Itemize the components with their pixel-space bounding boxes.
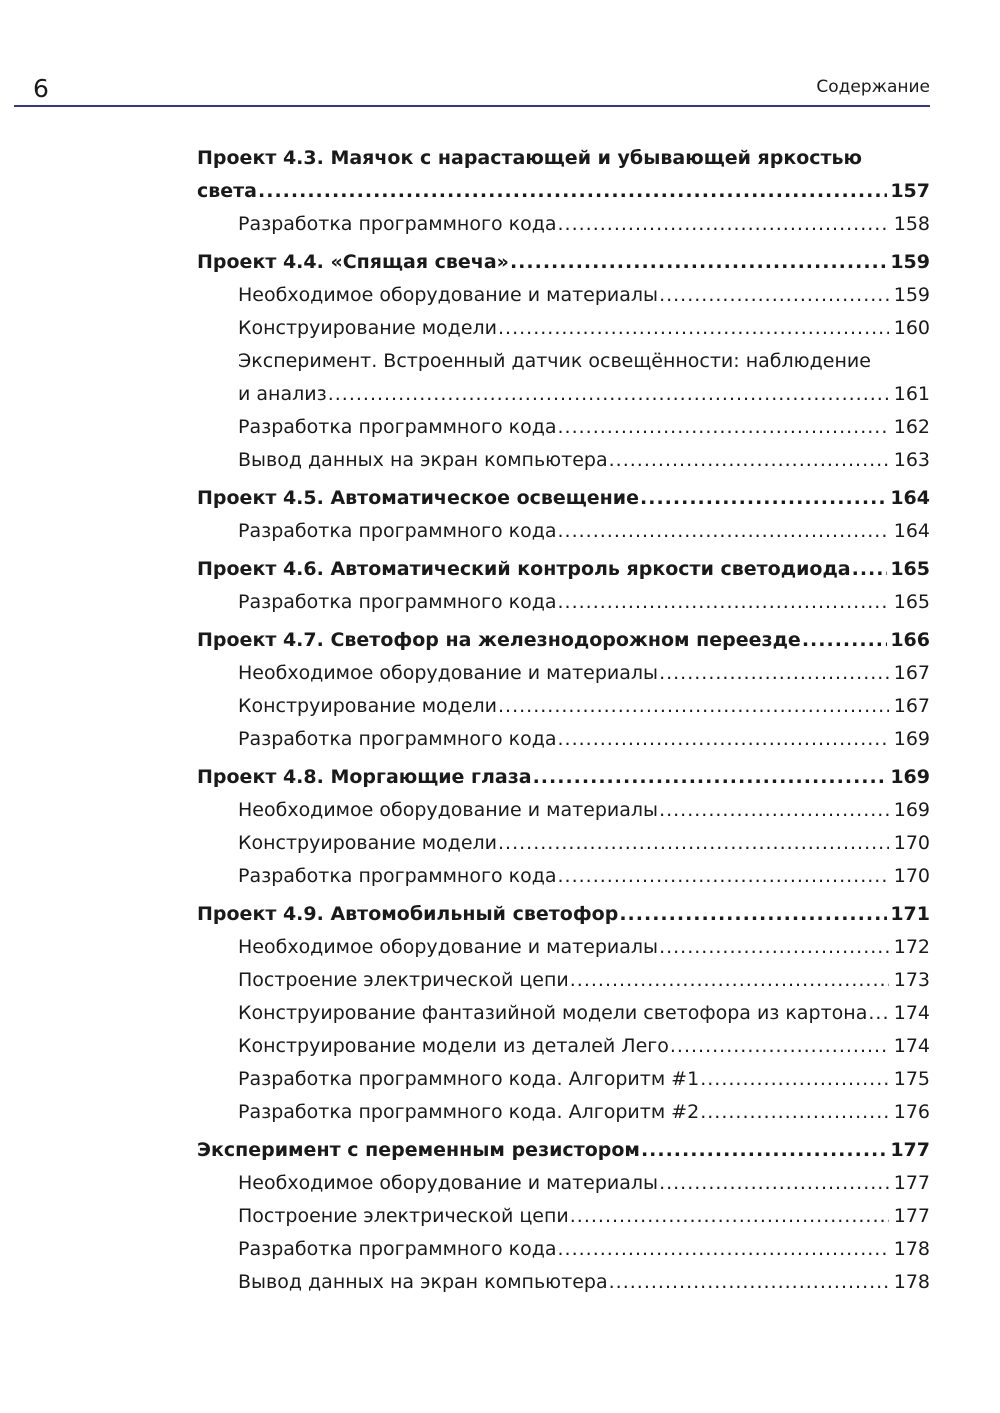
toc-entry-title: Вывод данных на экран компьютера <box>238 1271 608 1293</box>
toc-leader-dots <box>852 553 887 586</box>
toc-entry-title: Необходимое оборудование и материалы <box>238 799 659 821</box>
toc-section-entry[interactable] <box>197 827 930 860</box>
toc-page-number: 173 <box>893 969 930 991</box>
toc-entry-title: Разработка программного кода <box>238 213 557 235</box>
toc-section-entry[interactable] <box>197 860 930 893</box>
toc-page-number: 170 <box>893 832 930 854</box>
toc-page-number: 165 <box>890 558 930 580</box>
toc-leader-dots <box>498 827 889 860</box>
toc-entry-title: Проект 4.4. «Спящая свеча» <box>197 251 509 273</box>
toc-section-entry[interactable] <box>197 1266 930 1299</box>
toc-entry-title: Проект 4.6. Автоматический контроль яркости светодиода <box>197 558 851 580</box>
toc-page-number: 163 <box>893 449 930 471</box>
toc-page-number: 160 <box>893 317 930 339</box>
toc-entry-title: света <box>197 180 258 202</box>
toc-leader-dots <box>498 690 889 723</box>
toc-page-number: 164 <box>890 487 930 509</box>
toc-section-entry[interactable] <box>197 208 930 241</box>
toc-page-number: 165 <box>893 591 930 613</box>
toc-chapter-entry[interactable] <box>197 761 930 794</box>
toc-leader-dots <box>570 1200 889 1233</box>
toc-section-entry[interactable] <box>197 1063 930 1096</box>
toc-section-entry[interactable] <box>197 411 930 444</box>
toc-section-entry[interactable] <box>197 1030 930 1063</box>
toc-entry-title: Проект 4.5. Автоматическое освещение <box>197 487 640 509</box>
toc-entry-title: Разработка программного кода <box>238 520 557 542</box>
toc-page-number: 167 <box>893 662 930 684</box>
toc-entry-title: Проект 4.7. Светофор на железнодорожном переезде <box>197 629 801 651</box>
toc-leader-dots <box>659 931 889 964</box>
toc-page-number: 161 <box>893 383 930 405</box>
toc-leader-dots <box>802 624 887 657</box>
toc-entry-title: Конструирование модели из деталей Лего <box>238 1035 669 1057</box>
toc-section-entry[interactable] <box>197 1167 930 1200</box>
toc-page-number: 166 <box>890 629 930 651</box>
header-rule <box>14 105 930 107</box>
toc-chapter-entry[interactable] <box>197 624 930 657</box>
toc-section-entry[interactable] <box>197 723 930 756</box>
toc-page-number: 162 <box>893 416 930 438</box>
toc-entry-title: Разработка программного кода. Алгоритм #2 <box>238 1101 700 1123</box>
toc-entry-title: и анализ <box>238 383 327 405</box>
toc-page-number: 171 <box>890 903 930 925</box>
toc-page-number: 167 <box>893 695 930 717</box>
toc-leader-dots <box>498 312 889 345</box>
toc-page-number: 159 <box>890 251 930 273</box>
running-title: Содержание <box>816 77 930 97</box>
toc-section-entry[interactable] <box>197 690 930 723</box>
toc-leader-dots <box>533 761 887 794</box>
toc-entry-title: Разработка программного кода <box>238 865 557 887</box>
table-of-contents <box>197 142 930 1299</box>
toc-entry-title: Конструирование модели <box>238 832 498 854</box>
toc-chapter-entry[interactable] <box>197 482 930 515</box>
toc-leader-dots <box>659 1167 889 1200</box>
toc-chapter-entry[interactable] <box>197 898 930 931</box>
toc-entry-title: Разработка программного кода <box>238 728 557 750</box>
toc-page-number: 178 <box>893 1271 930 1293</box>
toc-leader-dots <box>558 411 889 444</box>
toc-chapter-entry[interactable] <box>197 246 930 279</box>
toc-leader-dots <box>570 964 889 997</box>
toc-section-entry[interactable] <box>197 312 930 345</box>
toc-section-entry[interactable] <box>197 1200 930 1233</box>
toc-section-entry[interactable] <box>197 378 930 411</box>
toc-page-number: 177 <box>893 1205 930 1227</box>
toc-page-number: 175 <box>893 1068 930 1090</box>
toc-page-number: 170 <box>893 865 930 887</box>
toc-leader-dots <box>700 1063 889 1096</box>
toc-leader-dots <box>619 898 887 931</box>
toc-section-entry[interactable] <box>197 444 930 477</box>
toc-page-number: 172 <box>893 936 930 958</box>
toc-section-entry[interactable] <box>197 586 930 619</box>
toc-leader-dots <box>868 997 889 1030</box>
toc-leader-dots <box>659 794 889 827</box>
toc-page-number: 177 <box>893 1172 930 1194</box>
toc-section-entry[interactable] <box>197 279 930 312</box>
toc-entry-title: Проект 4.8. Моргающие глаза <box>197 766 532 788</box>
toc-page-number: 178 <box>893 1238 930 1260</box>
toc-section-entry[interactable] <box>197 515 930 548</box>
toc-page-number: 169 <box>890 766 930 788</box>
toc-leader-dots <box>558 586 889 619</box>
toc-page-number: 158 <box>893 213 930 235</box>
toc-leader-dots <box>510 246 887 279</box>
toc-section-entry[interactable] <box>197 931 930 964</box>
toc-section-entry[interactable] <box>197 657 930 690</box>
toc-entry-title: Построение электрической цепи <box>238 969 569 991</box>
toc-page-number: 177 <box>890 1139 930 1161</box>
toc-page-number: 169 <box>893 799 930 821</box>
toc-section-entry[interactable] <box>197 1096 930 1129</box>
toc-page-number: 164 <box>893 520 930 542</box>
toc-entry-title: Проект 4.9. Автомобильный светофор <box>197 903 619 925</box>
toc-leader-dots <box>670 1030 889 1063</box>
toc-entry-title: Эксперимент с переменным резистором <box>197 1139 640 1161</box>
toc-entry-title: Необходимое оборудование и материалы <box>238 936 659 958</box>
toc-entry-title: Вывод данных на экран компьютера <box>238 449 608 471</box>
toc-leader-dots <box>659 279 889 312</box>
toc-page-number: 157 <box>890 180 930 202</box>
toc-leader-dots <box>609 444 889 477</box>
toc-section-title-line: Эксперимент. Встроенный датчик освещённости: наблюдение <box>238 350 871 372</box>
toc-entry-title: Конструирование модели <box>238 695 498 717</box>
toc-entry-title: Необходимое оборудование и материалы <box>238 1172 659 1194</box>
toc-leader-dots <box>700 1096 889 1129</box>
toc-chapter-entry[interactable] <box>197 553 930 586</box>
toc-leader-dots <box>558 208 889 241</box>
toc-page-number: 176 <box>893 1101 930 1123</box>
toc-section-entry[interactable] <box>197 964 930 997</box>
toc-leader-dots <box>258 175 887 208</box>
toc-section-entry[interactable] <box>197 1233 930 1266</box>
toc-section-entry[interactable] <box>197 997 930 1030</box>
page-number: 6 <box>33 74 49 103</box>
toc-entry-title: Необходимое оборудование и материалы <box>238 662 659 684</box>
toc-leader-dots <box>609 1266 889 1299</box>
toc-entry-title: Построение электрической цепи <box>238 1205 569 1227</box>
toc-chapter-entry[interactable] <box>197 175 930 208</box>
toc-leader-dots <box>558 723 889 756</box>
toc-entry-title: Разработка программного кода. Алгоритм #1 <box>238 1068 700 1090</box>
toc-page-number: 159 <box>893 284 930 306</box>
toc-leader-dots <box>558 515 889 548</box>
toc-page-number: 174 <box>893 1002 930 1024</box>
toc-leader-dots <box>328 378 889 411</box>
toc-leader-dots <box>641 1134 887 1167</box>
toc-leader-dots <box>558 860 889 893</box>
toc-entry-title: Разработка программного кода <box>238 591 557 613</box>
toc-entry-title: Необходимое оборудование и материалы <box>238 284 659 306</box>
toc-entry-title: Разработка программного кода <box>238 1238 557 1260</box>
toc-chapter-entry[interactable] <box>197 1134 930 1167</box>
toc-entry-title: Разработка программного кода <box>238 416 557 438</box>
toc-section-entry[interactable] <box>197 794 930 827</box>
toc-page-number: 174 <box>893 1035 930 1057</box>
toc-leader-dots <box>640 482 887 515</box>
toc-leader-dots <box>558 1233 889 1266</box>
toc-chapter-title-line: Проект 4.3. Маячок с нарастающей и убывающей яркостью <box>197 147 863 169</box>
toc-entry-title: Конструирование модели <box>238 317 498 339</box>
toc-entry-title: Конструирование фантазийной модели светофора из картона <box>238 1002 868 1024</box>
toc-leader-dots <box>659 657 889 690</box>
toc-page-number: 169 <box>893 728 930 750</box>
